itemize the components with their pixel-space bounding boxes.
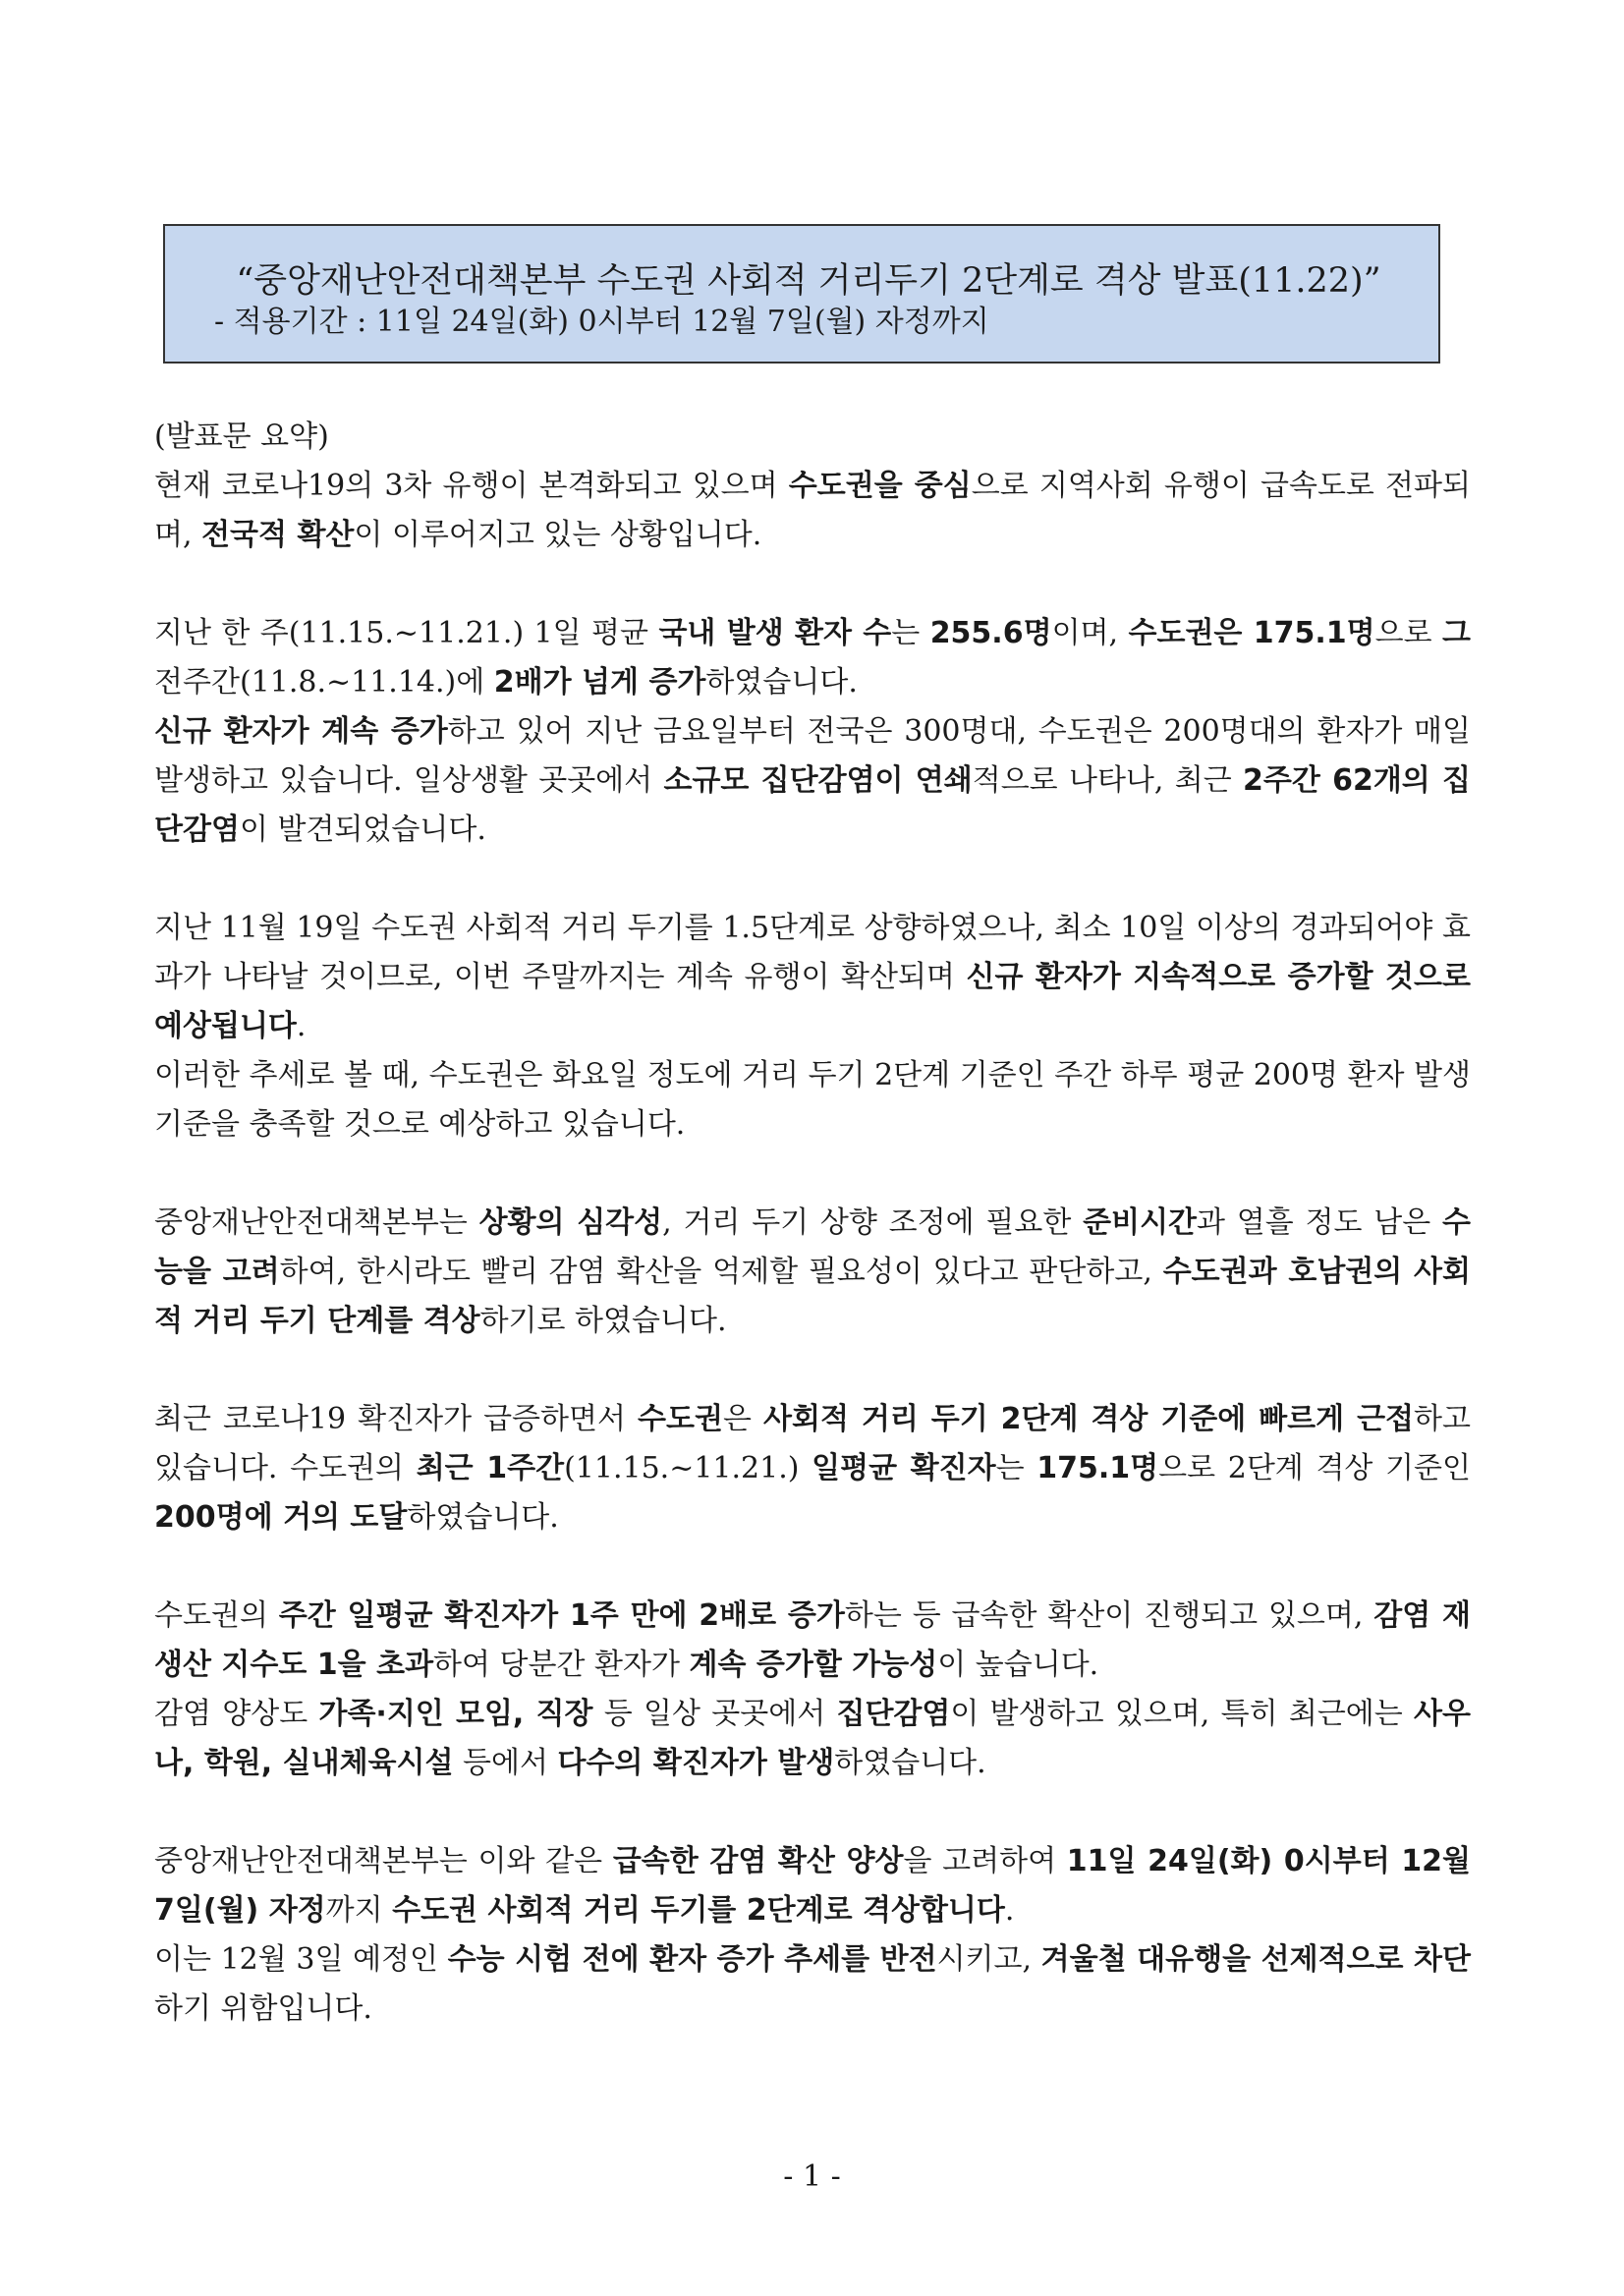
body-text: 하기로 하였습니다. bbox=[479, 1304, 727, 1338]
emphasized-text: 사우나, 학원, 실내체육시설 bbox=[154, 1697, 1472, 1780]
emphasized-text: 11일 24일(화) 0시부터 12월 7일(월) 자정 bbox=[154, 1844, 1472, 1928]
paragraph-gap bbox=[154, 1542, 1471, 1592]
body-text: 하였습니다. bbox=[705, 665, 858, 700]
paragraph bbox=[154, 1837, 1471, 2034]
emphasized-text: 감염 재생산 지수도 1을 초과 bbox=[154, 1598, 1472, 1682]
emphasized-text: 주간 일평균 확진자가 1주 만에 2배로 증가 bbox=[278, 1598, 845, 1633]
emphasized-text: 계속 증가할 가능성 bbox=[689, 1648, 938, 1682]
emphasized-text: 집단감염 bbox=[836, 1697, 951, 1731]
body-text: 감염 양상도 bbox=[154, 1697, 319, 1731]
body-text: . bbox=[296, 1009, 307, 1043]
emphasized-text: 255.6명 bbox=[929, 616, 1052, 650]
emphasized-text: 최근 1주간 bbox=[416, 1451, 565, 1485]
emphasized-text: 겨울철 대유행을 선제적으로 차단 bbox=[1040, 1942, 1471, 1977]
emphasized-text: 준비시간 bbox=[1083, 1205, 1198, 1240]
emphasized-text: 사회적 거리 두기 2단계 격상 기준에 빠르게 근접 bbox=[762, 1402, 1415, 1436]
body-text: 시키고, bbox=[936, 1942, 1041, 1977]
document-body bbox=[154, 413, 1471, 2034]
paragraph bbox=[154, 413, 1471, 560]
body-text: , 거리 두기 상향 조정에 필요한 bbox=[662, 1205, 1084, 1240]
emphasized-text: 다수의 확진자가 발생 bbox=[557, 1746, 835, 1780]
body-text: (발표문 요약) bbox=[154, 420, 329, 454]
body-text: 하기 위함입니다. bbox=[154, 1991, 372, 2026]
emphasized-text: 수도권은 175.1명 bbox=[1128, 616, 1375, 650]
paragraph-gap bbox=[154, 855, 1471, 904]
body-text: 수도권의 bbox=[154, 1598, 279, 1633]
body-text: 으로 2단계 격상 기준인 bbox=[1158, 1451, 1471, 1485]
emphasized-text: 일평균 확진자 bbox=[812, 1451, 996, 1485]
emphasized-text: 200명에 거의 도달 bbox=[154, 1500, 408, 1535]
title-box bbox=[163, 224, 1440, 364]
body-text: 까지 bbox=[325, 1893, 393, 1928]
body-text: 하는 등 급속한 확산이 진행되고 있으며, bbox=[844, 1598, 1374, 1633]
body-text: 등 일상 곳곳에서 bbox=[592, 1697, 837, 1731]
body-text: 전주간(11.8.~11.14.)에 bbox=[154, 665, 494, 700]
emphasized-text: 가족·지인 모임, 직장 bbox=[318, 1697, 593, 1731]
body-text: 으로 지역사회 유행이 급속도로 전파되며, bbox=[154, 469, 1472, 552]
body-text: 이 발생하고 있으며, 특히 최근에는 bbox=[950, 1697, 1415, 1731]
emphasized-text: 수도권 사회적 거리 두기를 2단계로 격상합니다 bbox=[392, 1893, 1005, 1928]
body-text: 은 bbox=[722, 1402, 763, 1436]
paragraph bbox=[154, 1199, 1471, 1346]
body-text: 지난 11월 19일 수도권 사회적 거리 두기를 1.5단계로 상향하였으나, 최소 10일 이상의 경과되어야 효과가 나타날 것이므로, 이번 주말까지는 계속 유행이 확산되며 bbox=[154, 911, 1471, 994]
body-text: 하고 있습니다. 수도권의 bbox=[154, 1402, 1471, 1485]
emphasized-text: 국내 발생 환자 수 bbox=[658, 616, 892, 650]
body-text: 이 높습니다. bbox=[937, 1648, 1099, 1682]
paragraph bbox=[154, 904, 1471, 1149]
body-text: 최근 코로나19 확진자가 급증하면서 bbox=[154, 1402, 639, 1436]
body-text: 과 열흘 정도 남은 bbox=[1197, 1205, 1443, 1240]
emphasized-text: 수능 시험 전에 환자 증가 추세를 반전 bbox=[447, 1942, 937, 1977]
body-text: 적으로 나타나, 최근 bbox=[972, 763, 1244, 798]
emphasized-text: 수능을 고려 bbox=[154, 1205, 1471, 1289]
body-text: 는 bbox=[995, 1451, 1037, 1485]
paragraph bbox=[154, 1592, 1471, 1788]
emphasized-text: 소규모 집단감염이 연쇄 bbox=[663, 763, 973, 798]
body-text: 이 이루어지고 있는 상황입니다. bbox=[354, 518, 762, 552]
emphasized-text: 그 bbox=[1442, 616, 1471, 650]
emphasized-text: 신규 환자가 지속적으로 증가할 것으로 예상됩니다 bbox=[154, 960, 1471, 1043]
emphasized-text: 상황의 심각성 bbox=[478, 1205, 663, 1240]
body-text: 중앙재난안전대책본부는 이와 같은 bbox=[154, 1844, 613, 1878]
emphasized-text: 2주간 62개의 집단감염 bbox=[154, 763, 1471, 847]
page-number: - 1 - bbox=[783, 2159, 841, 2194]
body-text: 하고 있어 지난 금요일부터 전국은 300명대, 수도권은 200명대의 환자가 매일 발생하고 있습니다. 일상생활 곳곳에서 bbox=[154, 714, 1472, 798]
body-text: 이 발견되었습니다. bbox=[239, 812, 486, 847]
body-text: (11.15.~11.21.) bbox=[564, 1451, 812, 1485]
paragraph-gap bbox=[154, 1346, 1471, 1395]
body-text: 하였습니다. bbox=[407, 1500, 559, 1535]
body-text: 을 고려하여 bbox=[903, 1844, 1067, 1878]
body-text: 이며, bbox=[1051, 616, 1129, 650]
emphasized-text: 2배가 넘게 증가 bbox=[493, 665, 706, 700]
body-text: . bbox=[1004, 1893, 1015, 1928]
body-text: 하여, 한시라도 빨리 감염 확산을 억제할 필요성이 있다고 판단하고, bbox=[279, 1255, 1163, 1289]
body-text: 하였습니다. bbox=[834, 1746, 986, 1780]
body-text: 중앙재난안전대책본부는 bbox=[154, 1205, 479, 1240]
paragraph-gap bbox=[154, 1788, 1471, 1837]
body-text: 등에서 bbox=[453, 1746, 558, 1780]
document-subtitle: - 적용기간 : 11일 24일(화) 0시부터 12월 7일(월) 자정까지 bbox=[214, 305, 989, 339]
body-text: 지난 한 주(11.15.~11.21.) 1일 평균 bbox=[154, 616, 659, 650]
emphasized-text: 급속한 감염 확산 양상 bbox=[612, 1844, 904, 1878]
emphasized-text: 수도권과 호남권의 사회적 거리 두기 단계를 격상 bbox=[154, 1255, 1471, 1338]
emphasized-text: 175.1명 bbox=[1036, 1451, 1159, 1485]
emphasized-text: 전국적 확산 bbox=[201, 518, 355, 552]
body-text: 이러한 추세로 볼 때, 수도권은 화요일 정도에 거리 두기 2단계 기준인 주간 하루 평균 200명 환자 발생 기준을 충족할 것으로 예상하고 있습니다. bbox=[154, 1058, 1471, 1142]
paragraph-gap bbox=[154, 1149, 1471, 1199]
emphasized-text: 수도권을 중심 bbox=[788, 469, 972, 503]
emphasized-text: 수도권 bbox=[638, 1402, 723, 1436]
body-text: 는 bbox=[891, 616, 930, 650]
body-text: 이는 12월 3일 예정인 bbox=[154, 1942, 448, 1977]
emphasized-text: 신규 환자가 계속 증가 bbox=[154, 714, 448, 749]
body-text: 으로 bbox=[1374, 616, 1442, 650]
body-text: 현재 코로나19의 3차 유행이 본격화되고 있으며 bbox=[154, 469, 789, 503]
paragraph bbox=[154, 609, 1471, 855]
paragraph-gap bbox=[154, 560, 1471, 609]
body-text: 하여 당분간 환자가 bbox=[433, 1648, 690, 1682]
document-title: “중앙재난안전대책본부 수도권 사회적 거리두기 2단계로 격상 발표(11.22)” bbox=[236, 261, 1381, 301]
paragraph bbox=[154, 1395, 1471, 1542]
